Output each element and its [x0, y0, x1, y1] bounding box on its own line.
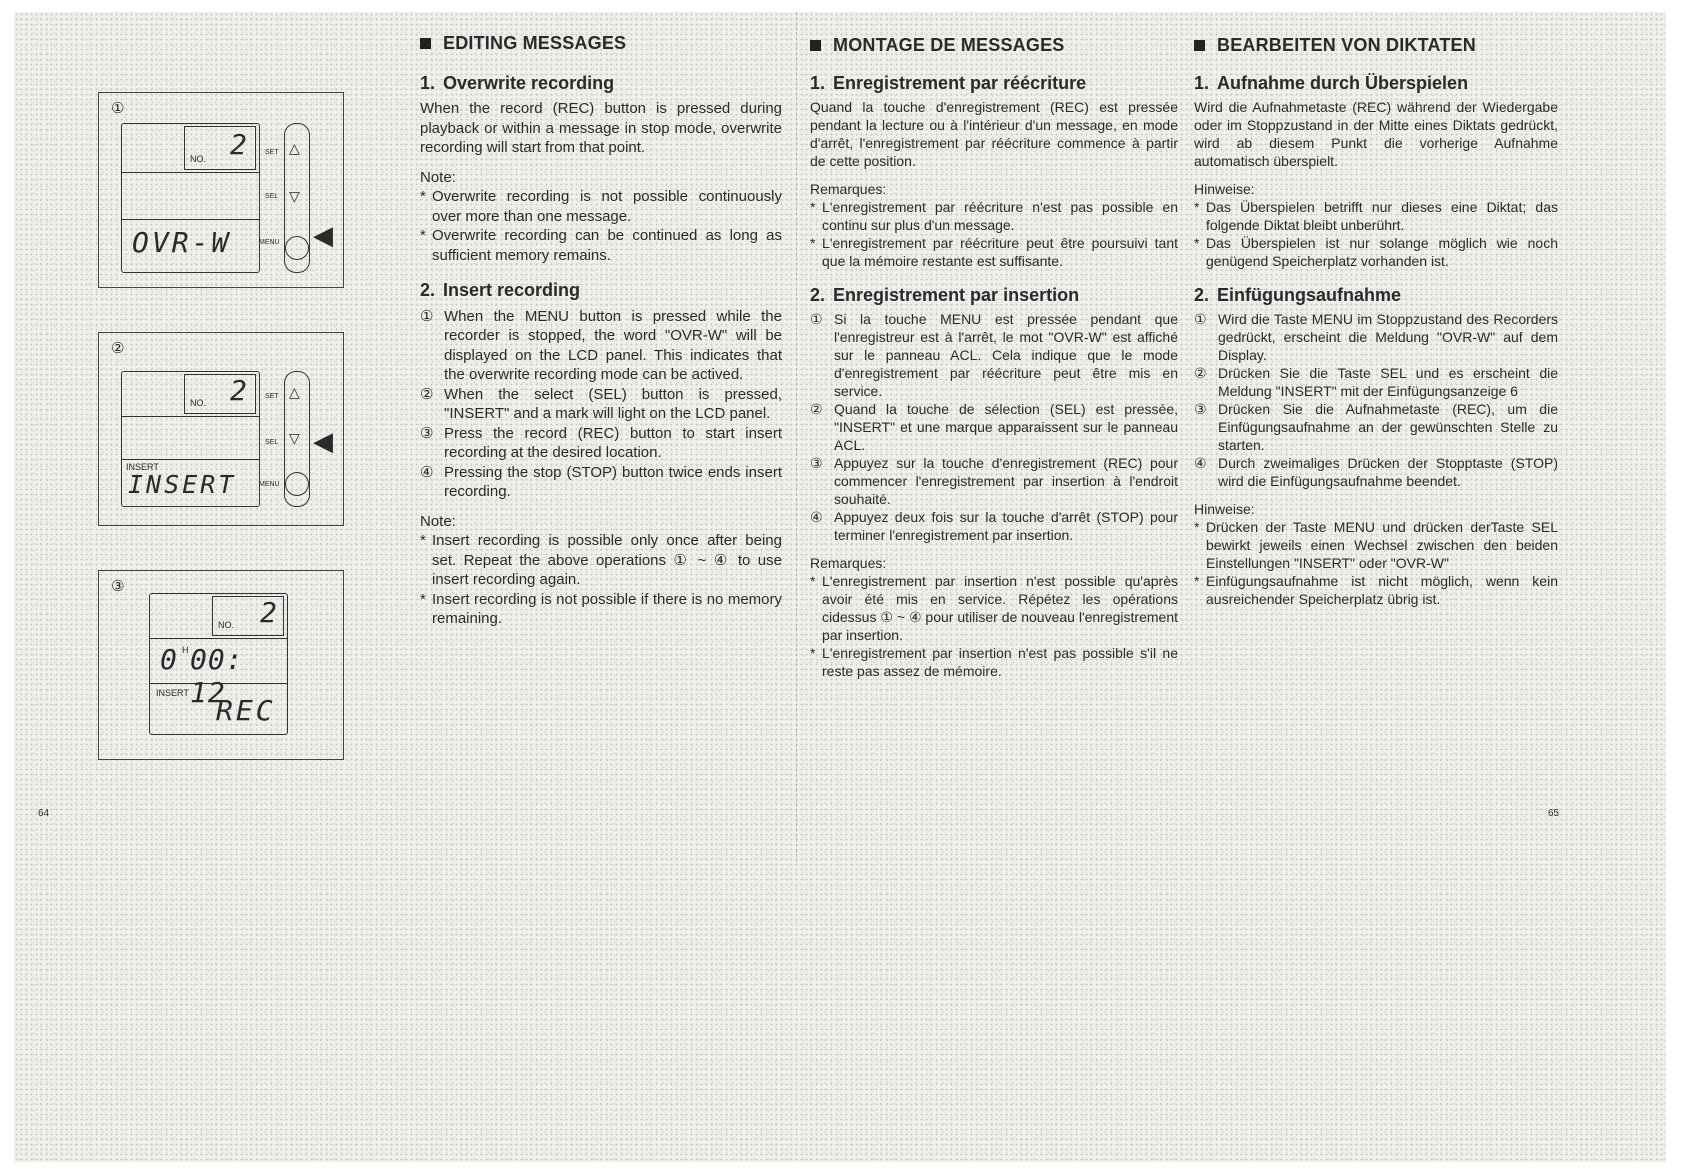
german-s2-heading: 2. Einfügungsaufnahme: [1194, 285, 1402, 305]
figure-1-menu-label: MENU: [259, 239, 280, 246]
figure-3-mode-label: INSERT: [156, 688, 189, 698]
french-s1-body: Quand la touche d'enregistrement (REC) est pressée pendant la lecture ou à l'intérieur d'un message, en mode d'arrêt, l'enregistrement par réécriture commence à partir de cette position.: [810, 99, 1178, 169]
english-s2-note-2: * Insert recording is not possible if there is no memory remaining.: [420, 590, 782, 627]
figure-2-no-label: NO.: [190, 398, 207, 408]
german-column: [1194, 36, 1558, 608]
english-s1-title: Overwrite recording: [443, 72, 615, 93]
figure-1-lcd: [121, 123, 260, 273]
german-s2-step-1: ① Wird die Taste MENU im Stoppzustand des Recorders gedrückt, erscheint die Meldung "OVR-W" auf dem Display.: [1194, 311, 1558, 363]
german-s1-heading: 1. Aufnahme durch Überspielen: [1194, 73, 1469, 93]
english-s1-note-1: * Overwrite recording is not possible continuously over more than one message.: [420, 188, 782, 225]
figure-2-display-text: INSERT: [128, 470, 237, 499]
english-column: [420, 34, 782, 629]
french-s2-step-4: ④ Appuyez deux fois sur la touche d'arrêt (STOP) pour terminer l'enregistrement par insertion.: [810, 509, 1178, 543]
figure-1-down-icon: ▽: [289, 188, 300, 204]
french-s2-note-1: * L'enregistrement par insertion n'est possible qu'après avoir été mis en service. Répétez les opérations cidessus ① ~ ④ pour utiliser de nouveau l'enregistrement par insertion.: [810, 573, 1178, 643]
english-s2-note-1: * Insert recording is possible only once after being set. Repeat the above operations ① ~ ④ to use insert recording again.: [420, 532, 782, 588]
figure-2-lcd: [121, 371, 260, 507]
german-s2-step-2: ② Drücken Sie die Taste SEL und es erscheint die Meldung "INSERT" mit der Einfügungsanzeige 6: [1194, 365, 1558, 399]
french-s2-note-head: Remarques:: [810, 555, 887, 571]
english-s1-note-head: Note:: [420, 168, 456, 186]
english-s2-step-1: ① When the MENU button is pressed while the recorder is stopped, the word "OVR-W" will be displayed on the LCD panel. This indicates that the overwrite recording mode can be actived.: [420, 307, 782, 383]
figure-3-no-label: NO.: [218, 620, 235, 630]
german-s2-step-4: ④ Durch zweimaliges Drücken der Stopptaste (STOP) wird die Einfügungsaufnahme beendet.: [1194, 455, 1558, 489]
english-s2-heading: [420, 281, 782, 301]
german-s2-step-3: ③ Drücken Sie die Aufnahmetaste (REC), um die Einfügungsaufnahme an der gewünschten Stelle zu starten.: [1194, 401, 1558, 453]
english-s1-heading: [420, 74, 782, 94]
french-s2-note-2: * L'enregistrement par insertion n'est pas possible s'il ne reste pas assez de mémoire.: [810, 645, 1178, 679]
french-section-title: [810, 36, 1178, 54]
figure-1-no-label: NO.: [190, 154, 207, 164]
page-fold: [796, 12, 798, 862]
german-s1-note-2: * Das Überspielen ist nur solange möglich wie noch genügend Speicherplatz vorhanden ist.: [1194, 235, 1558, 269]
figure-1-number: 2: [230, 128, 250, 161]
english-section-title: [420, 34, 782, 54]
english-s2-num: 2.: [420, 280, 436, 300]
figure-3-time-rest: 00: 12: [190, 643, 244, 709]
english-s1-note-2: * Overwrite recording can be continued as long as sufficient memory remains.: [420, 227, 782, 264]
german-s1-body: Wird die Aufnahmetaste (REC) während der Wiedergabe oder im Stoppzustand in der Mitte eines Diktats gedrückt, wird ab diesem Punkt die vorherige Aufnahme automatisch überspielt.: [1194, 99, 1558, 169]
square-bullet-icon: [810, 40, 821, 51]
english-s2-title: Insert recording: [443, 280, 581, 300]
french-s1-heading: 1. Enregistrement par réécriture: [810, 73, 1087, 93]
figure-1: [98, 92, 344, 288]
figure-3-number: 2: [260, 596, 280, 629]
figure-2-number: 2: [230, 374, 250, 407]
figure-2-mode-label: INSERT: [126, 462, 159, 472]
german-s1-note-head: Hinweise:: [1194, 181, 1255, 197]
english-s2-step-3: ③ Press the record (REC) button to start insert recording at the desired location.: [420, 424, 782, 461]
french-column: [810, 36, 1178, 680]
english-s1-body: When the record (REC) button is pressed during playback or within a message in stop mode, overwrite recording will start from that point.: [420, 100, 782, 156]
french-s2-heading: 2. Enregistrement par insertion: [810, 285, 1080, 305]
square-bullet-icon: [1194, 40, 1205, 51]
german-title-text: BEARBEITEN VON DIKTATEN: [1217, 35, 1476, 55]
figure-2-up-icon: △: [289, 384, 300, 400]
figure-3-time-hours: 0: [160, 643, 180, 676]
figure-2-arrow-left-icon: ◀: [313, 426, 333, 456]
figure-2-menu-button: [285, 472, 309, 496]
figure-1-up-icon: △: [289, 140, 300, 156]
figure-2-label: ②: [111, 340, 125, 357]
figure-2-sel-label: SEL: [265, 439, 279, 446]
figure-1-sel-label: SEL: [265, 193, 279, 200]
page-number-left: 64: [38, 808, 50, 819]
figure-3-hour-mark: H: [182, 645, 189, 655]
figure-1-rocker: [284, 123, 310, 273]
figure-3-display-text: REC: [216, 694, 276, 727]
german-s2-note-1: * Drücken der Taste MENU und drücken derTaste SEL bewirkt jeweils einen Wechsel zwischen den beiden Einstellungen "INSERT" oder "OVR-W": [1194, 519, 1558, 571]
english-title-text: EDITING MESSAGES: [443, 33, 627, 53]
figure-1-set-label: SET: [265, 149, 279, 156]
page-number-right: 65: [1548, 808, 1560, 819]
german-s1-note-1: * Das Überspielen betrifft nur dieses eine Diktat; das folgende Diktat bleibt unberührt.: [1194, 199, 1558, 233]
french-s2-step-2: ② Quand la touche de sélection (SEL) est pressée, "INSERT" et une marque apparaissent sur le panneau ACL.: [810, 401, 1178, 453]
french-s1-note-1: * L'enregistrement par réécriture n'est pas possible en continu sur plus d'un message.: [810, 199, 1178, 233]
french-title-text: MONTAGE DE MESSAGES: [833, 35, 1065, 55]
french-s2-step-3: ③ Appuyez sur la touche d'enregistrement (REC) pour commencer l'enregistrement par insertion à l'endroit souhaité.: [810, 455, 1178, 507]
french-s2-step-1: ① Si la touche MENU est pressée pendant que l'enregistreur est à l'arrêt, le mot "OVR-W" est affiché sur le panneau ACL. Cela indique que le mode d'enregistrement par réécriture peut être mis en service.: [810, 311, 1178, 399]
figure-2-rocker: [284, 371, 310, 507]
figure-2: [98, 332, 344, 526]
figure-2-set-label: SET: [265, 393, 279, 400]
figure-3-lcd: [149, 593, 288, 735]
figure-1-label: ①: [111, 100, 125, 117]
english-s2-step-4: ④ Pressing the stop (STOP) button twice ends insert recording.: [420, 463, 782, 500]
german-section-title: [1194, 36, 1558, 54]
figure-3-label: ③: [111, 578, 125, 595]
english-s2-step-2: ② When the select (SEL) button is pressed, "INSERT" and a mark will light on the LCD panel.: [420, 385, 782, 422]
german-s2-note-head: Hinweise:: [1194, 501, 1255, 517]
figure-2-menu-label: MENU: [259, 481, 280, 488]
square-bullet-icon: [420, 38, 431, 49]
figure-2-down-icon: ▽: [289, 430, 300, 446]
figure-1-display-text: OVR-W: [132, 226, 232, 259]
figure-3: [98, 570, 344, 760]
english-s2-note-head: Note:: [420, 512, 456, 530]
figure-1-menu-button: [285, 236, 309, 260]
french-s1-note-2: * L'enregistrement par réécriture peut être poursuivi tant que la mémoire restante est suffisante.: [810, 235, 1178, 269]
english-s1-num: 1.: [420, 72, 436, 93]
german-s2-note-2: * Einfügungsaufnahme ist nicht möglich, wenn kein ausreichender Speicherplatz übrig ist.: [1194, 573, 1558, 607]
french-s1-note-head: Remarques:: [810, 181, 887, 197]
figure-1-arrow-left-icon: ◀: [313, 220, 333, 250]
